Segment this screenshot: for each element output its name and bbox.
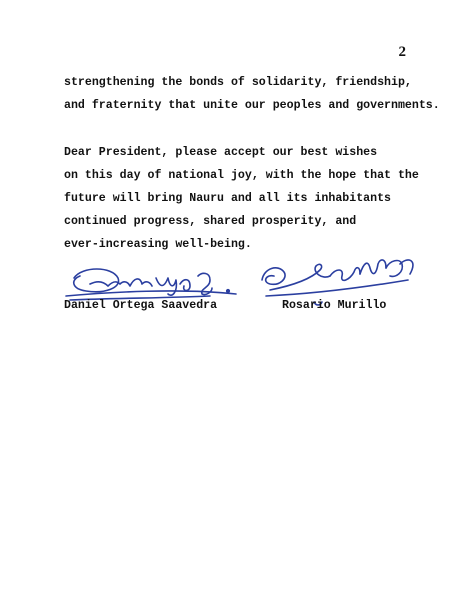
paragraph-closing-bonds [64,71,440,117]
paragraph-line: strengthening the bonds of solidarity, friendship, [64,76,412,89]
signer-name-right: Rosario Murillo [282,299,387,312]
paragraph-line: and fraternity that unite our peoples and governments. [64,99,440,112]
page-number: 2 [398,44,406,60]
paragraph-line: Dear President, please accept our best wishes [64,146,378,159]
paragraph-line: ever-increasing well-being. [64,238,252,251]
paragraph-line: future will bring Nauru and all its inhabitants [64,192,391,205]
paragraph-best-wishes [64,141,419,256]
paragraph-line: on this day of national joy, with the hope that the [64,169,419,182]
signer-name-left: Daniel Ortega Saavedra [64,299,218,312]
paragraph-line: continued progress, shared prosperity, and [64,215,357,228]
